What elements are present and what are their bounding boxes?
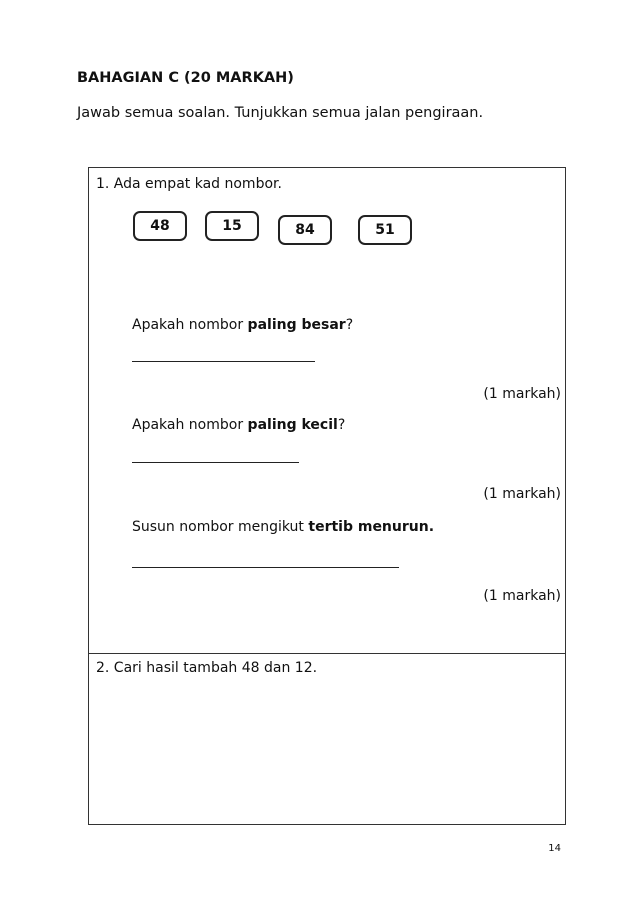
page-number: 14	[548, 843, 561, 854]
question-1-prompt: 1. Ada empat kad nombor.	[96, 176, 282, 192]
answer-line-1a[interactable]	[132, 361, 315, 362]
section-title: BAHAGIAN C (20 MARKAH)	[77, 70, 294, 86]
marks-label: (1 markah)	[483, 588, 561, 604]
number-card: 48	[133, 211, 187, 241]
answer-line-1b[interactable]	[132, 462, 299, 463]
answer-line-1c[interactable]	[132, 567, 399, 568]
number-card: 51	[358, 215, 412, 245]
marks-label: (1 markah)	[483, 386, 561, 402]
question-1b-text: Apakah nombor paling kecil?	[132, 417, 346, 433]
question-2-answer-area[interactable]	[96, 688, 558, 818]
question-1c-text: Susun nombor mengikut tertib menurun.	[132, 519, 435, 535]
question-1a-text: Apakah nombor paling besar?	[132, 317, 354, 333]
number-card: 84	[278, 215, 332, 245]
instruction-text: Jawab semua soalan. Tunjukkan semua jalan pengiraan.	[77, 105, 484, 121]
question-2-prompt: 2. Cari hasil tambah 48 dan 12.	[96, 660, 318, 676]
number-card: 15	[205, 211, 259, 241]
marks-label: (1 markah)	[483, 486, 561, 502]
